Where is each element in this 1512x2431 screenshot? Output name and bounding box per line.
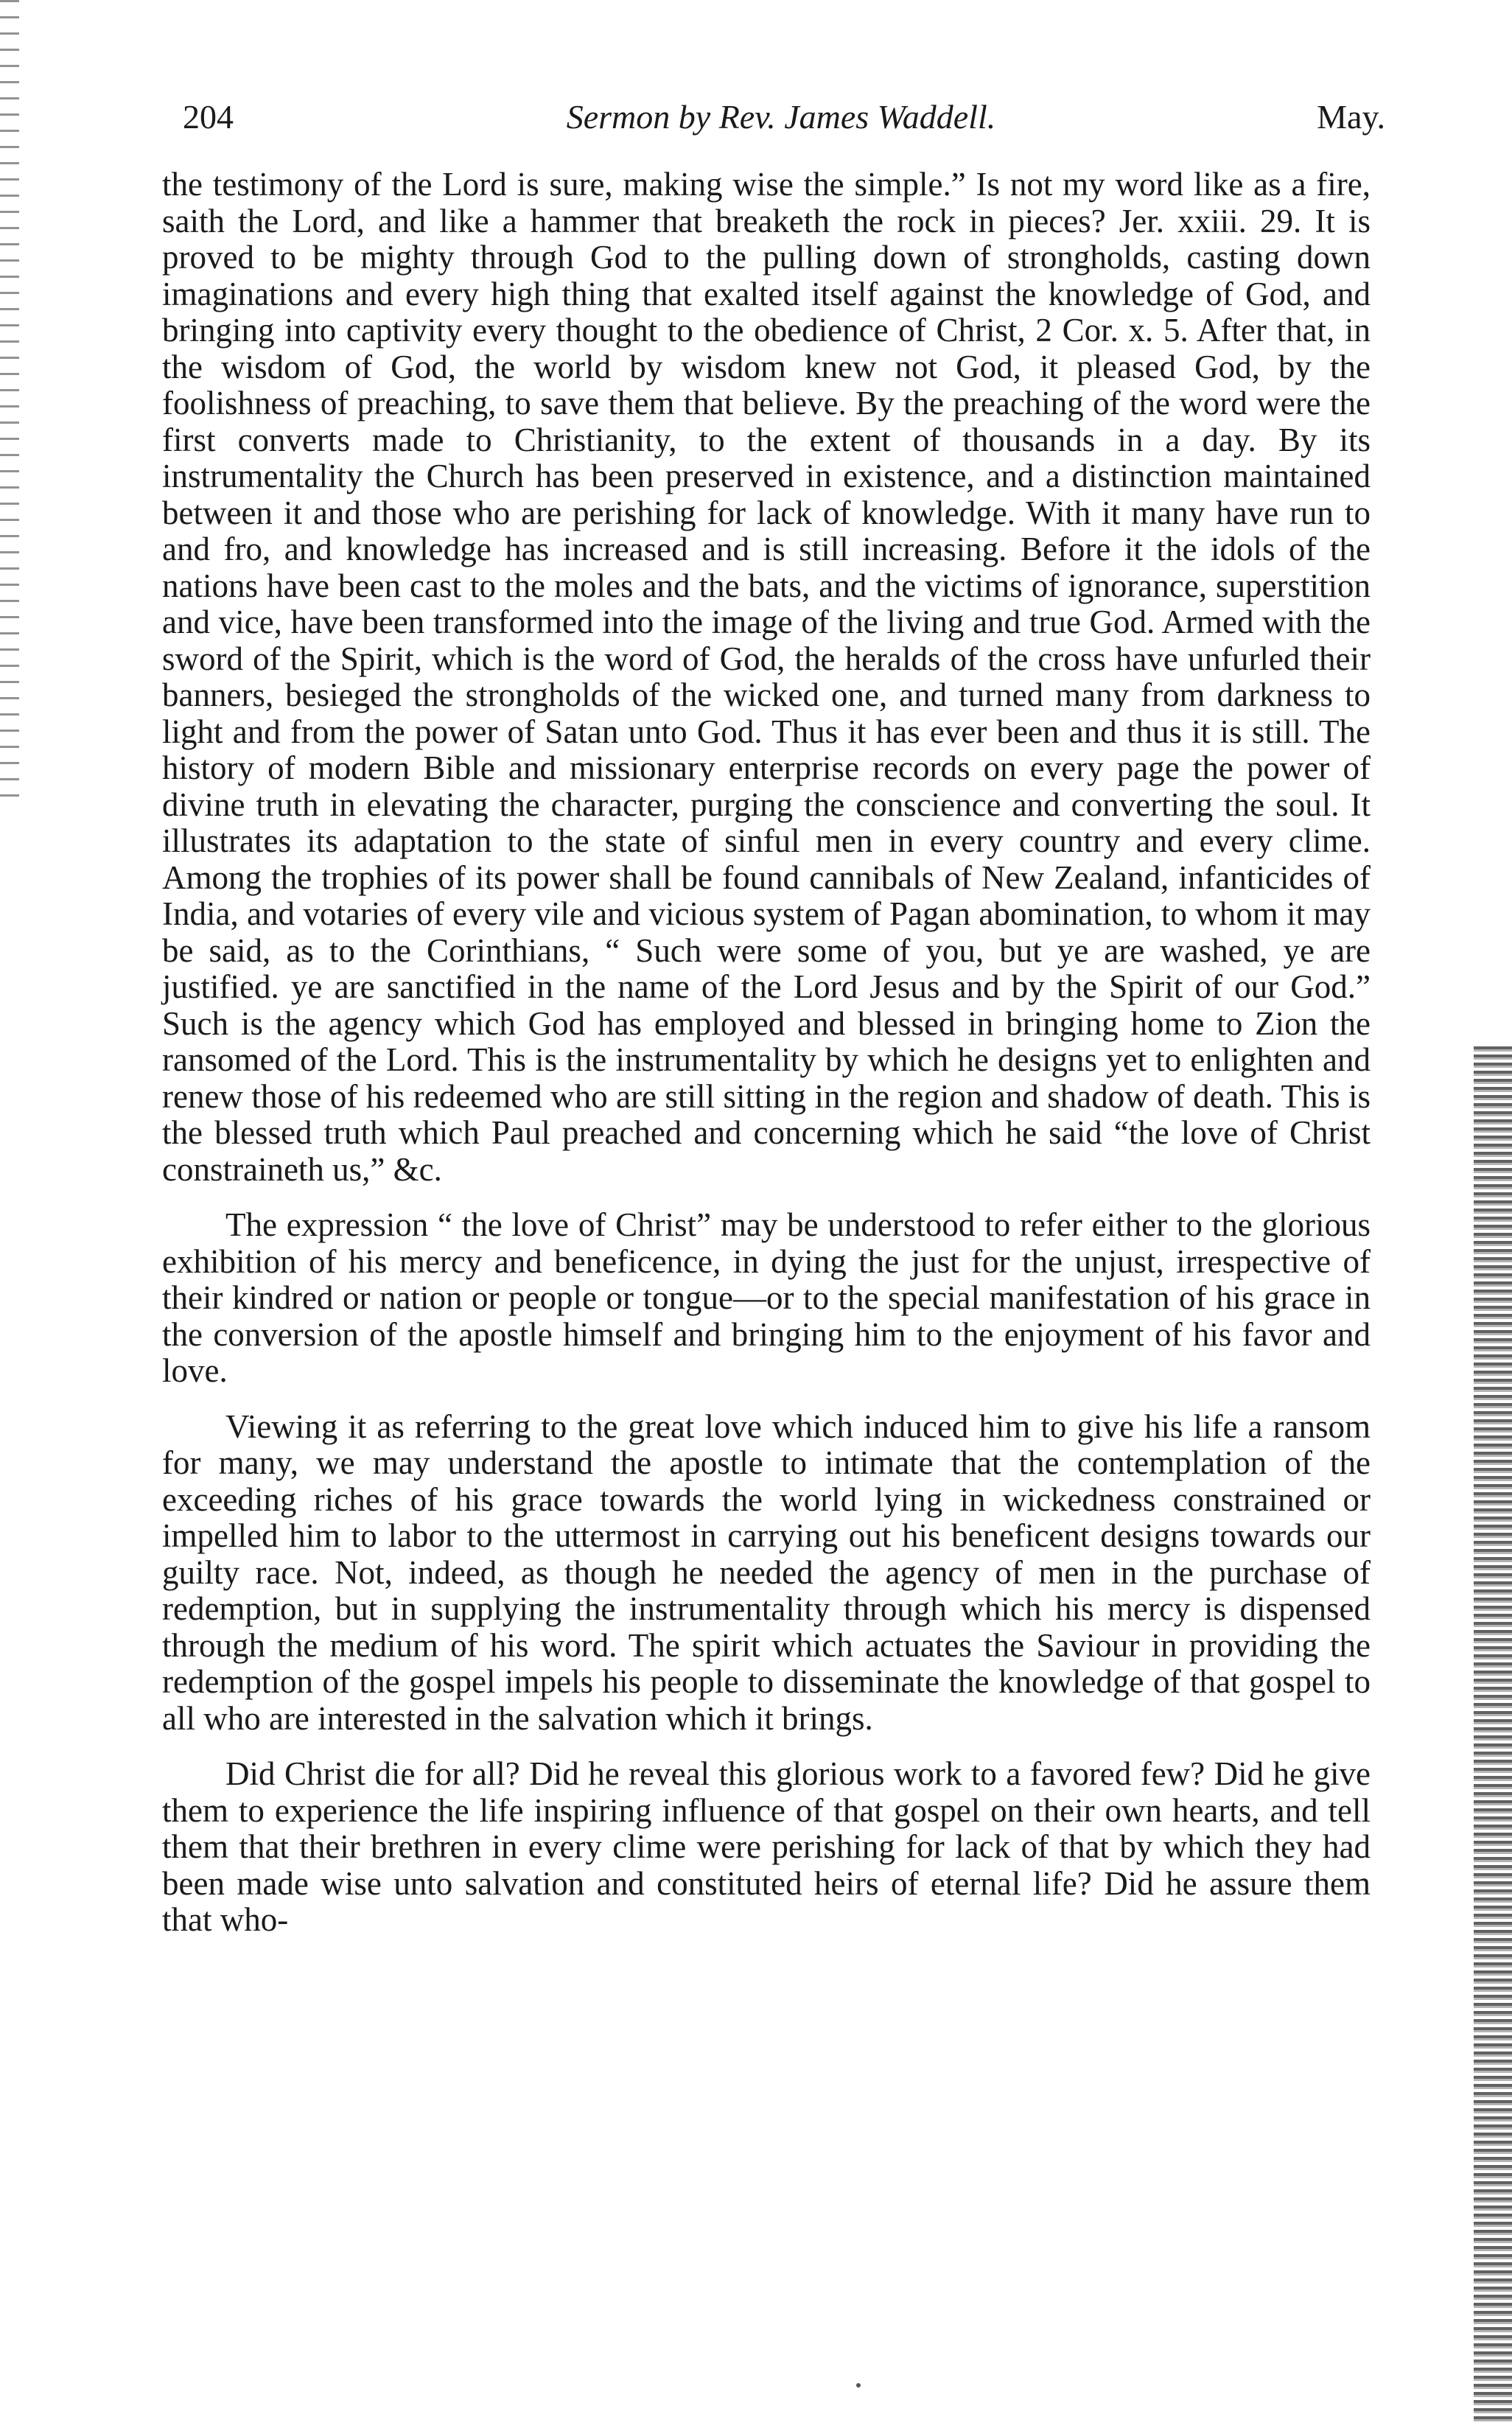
page-number: 204 xyxy=(183,98,234,136)
left-binding-edge xyxy=(0,0,19,811)
printer-mark xyxy=(856,2383,861,2388)
running-title: Sermon by Rev. James Waddell. xyxy=(566,98,996,136)
header-month: May. xyxy=(1317,98,1385,136)
paragraph: Viewing it as referring to the great love which induced him to give his life a ransom for many, we may understand the apostle to intimate that the contemplation of the exceeding riches of his grace towards the world lying in wickedness constrained or impelled him to labor to the uttermost in carrying out his beneficent designs towards our guilty race. Not, indeed, as though he needed the agency of men in the purchase of redemption, but in supplying the instrumentality through which his mercy is dispensed through the medium of his word. The spirit which actuates the Saviour in providing the redemption of the gospel impels his people to disseminate the knowledge of that gospel to all who are interested in the salvation which it brings. xyxy=(162,1407,1371,1737)
sermon-body xyxy=(162,167,1371,1958)
right-page-edge xyxy=(1474,1046,1512,2424)
paragraph: The expression “ the love of Christ” may be understood to refer either to the glorious exhibition of his mercy and beneficence, in dying the just for the unjust, irrespective of their kindred or nation or people or tongue—or to the special manifestation of his grace in the conversion of the apostle himself and bringing him to the enjoyment of his favor and love. xyxy=(162,1206,1371,1389)
paragraph: Did Christ die for all? Did he reveal this glorious work to a favored few? Did he give them to experience the life inspiring influence of that gospel on their own hearts, and tell them that their brethren in every clime were perishing for lack of that by which they had been made wise unto salvation and constituted heirs of eternal life? Did he assure them that who- xyxy=(162,1755,1371,1938)
page-header xyxy=(177,97,1385,149)
paragraph: the testimony of the Lord is sure, making wise the simple.” Is not my word like as a fire, saith the Lord, and like a hammer that breaketh the rock in pieces? Jer. xxiii. 29. It is proved to be mighty through God to the pulling down of strongholds, casting down imaginations and every high thing that exalted itself against the knowledge of God, and bringing into captivity every thought to the obedience of Christ, 2 Cor. x. 5. After that, in the wisdom of God, the world by wisdom knew not God, it pleased God, by the foolishness of preaching, to save them that believe. By the preaching of the word were the first converts made to Christianity, to the extent of thousands in a day. By its instrumentality the Church has been preserved in existence, and a distinction maintained between it and those who are perishing for lack of knowledge. With it many have run to and fro, and knowledge has increased and is still increasing. Before it the idols of the nations have been cast to the moles and the bats, and the victims of ignorance, superstition and vice, have been transformed into the image of the living and true God. Armed with the sword of the Spirit, which is the word of God, the heralds of the cross have unfurled their banners, besieged the strongholds of the wicked one, and turned many from darkness to light and from the power of Satan unto God. Thus it has ever been and thus it is still. The history of modern Bible and missionary enterprise records on every page the power of divine truth in elevating the character, purging the conscience and converting the soul. It illustrates its adaptation to the state of sinful men in every country and every clime. Among the trophies of its power shall be found cannibals of New Zealand, infanticides of India, and votaries of every vile and vicious system of Pagan abomination, to whom it may be said, as to the Corinthians, “ Such were some of you, but ye are washed, ye are justified. ye are sanctified in the name of the Lord Jesus and by the Spirit of our God.” Such is the agency which God has employed and blessed in bringing home to Zion the ransomed of the Lord. This is the instrumentality by which he designs yet to enlighten and renew those of his redeemed who are still sitting in the region and shadow of death. This is the blessed truth which Paul preached and concerning which he said “the love of Christ constraineth us,” &c. xyxy=(162,166,1371,1188)
